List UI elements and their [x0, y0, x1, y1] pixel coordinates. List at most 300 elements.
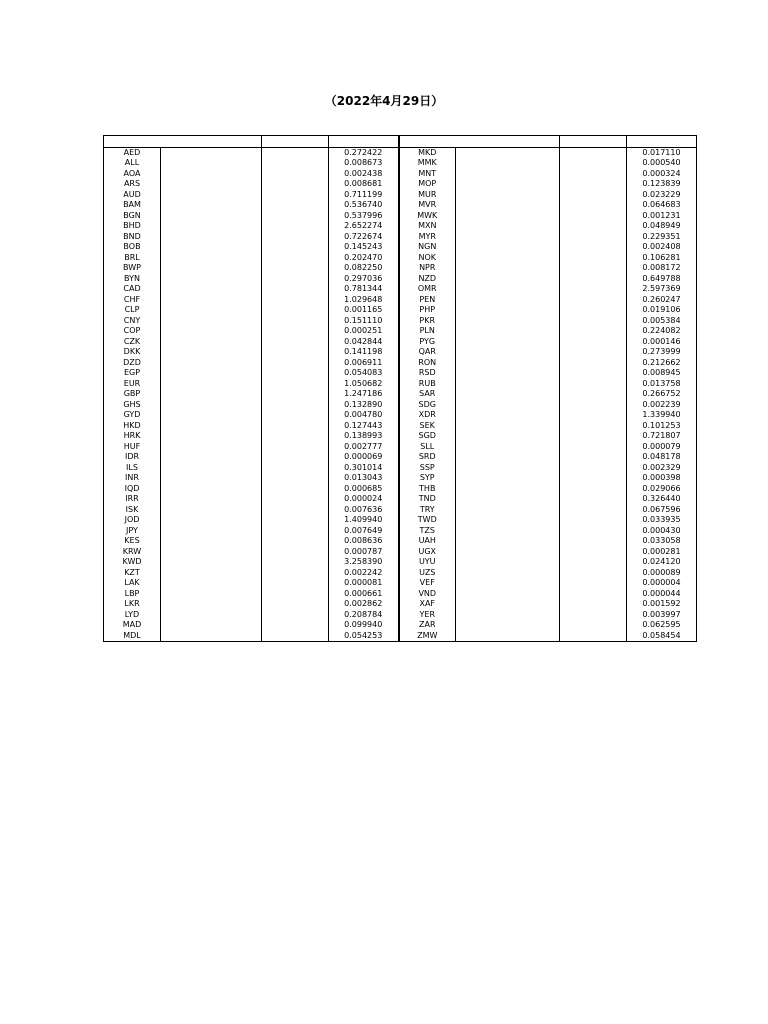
currency-name-cell — [161, 421, 262, 432]
rate-cell: 0.536740 — [329, 200, 399, 211]
unit-cell — [560, 274, 627, 285]
table-row — [104, 526, 697, 537]
currency-name-cell — [161, 211, 262, 222]
table-row — [104, 326, 697, 337]
unit-cell — [560, 389, 627, 400]
unit-cell — [560, 232, 627, 243]
currency-code-cell: SDG — [399, 400, 456, 411]
rate-cell: 0.054083 — [329, 368, 399, 379]
header-unit-right — [560, 136, 627, 148]
unit-cell — [560, 400, 627, 411]
currency-name-cell — [456, 421, 560, 432]
currency-name-cell — [456, 147, 560, 158]
rate-cell: 0.006911 — [329, 358, 399, 369]
currency-code-cell: KRW — [104, 547, 161, 558]
unit-cell — [262, 620, 329, 631]
currency-code-cell: DKK — [104, 347, 161, 358]
header-currency — [104, 136, 262, 148]
rate-cell: 0.781344 — [329, 284, 399, 295]
currency-code-cell: NGN — [399, 242, 456, 253]
currency-code-cell: UYU — [399, 557, 456, 568]
rate-cell: 0.003997 — [627, 610, 697, 621]
currency-code-cell: TND — [399, 494, 456, 505]
currency-name-cell — [456, 284, 560, 295]
unit-cell — [262, 547, 329, 558]
currency-code-cell: ALL — [104, 158, 161, 169]
currency-name-cell — [456, 557, 560, 568]
unit-cell — [560, 253, 627, 264]
unit-cell — [262, 410, 329, 421]
currency-code-cell: TZS — [399, 526, 456, 537]
currency-name-cell — [456, 190, 560, 201]
table-row — [104, 242, 697, 253]
unit-cell — [262, 337, 329, 348]
currency-code-cell: NPR — [399, 263, 456, 274]
currency-code-cell: TWD — [399, 515, 456, 526]
unit-cell — [262, 389, 329, 400]
unit-cell — [262, 179, 329, 190]
currency-name-cell — [456, 452, 560, 463]
unit-cell — [560, 452, 627, 463]
currency-code-cell: GYD — [104, 410, 161, 421]
currency-code-cell: MKD — [399, 147, 456, 158]
currency-code-cell: GHS — [104, 400, 161, 411]
currency-code-cell: EGP — [104, 368, 161, 379]
currency-name-cell — [161, 620, 262, 631]
unit-cell — [560, 547, 627, 558]
unit-cell — [560, 295, 627, 306]
rate-cell: 0.058454 — [627, 631, 697, 642]
currency-name-cell — [161, 253, 262, 264]
currency-code-cell: HKD — [104, 421, 161, 432]
currency-name-cell — [161, 242, 262, 253]
currency-code-cell: IRR — [104, 494, 161, 505]
rate-cell: 1.409940 — [329, 515, 399, 526]
unit-cell — [560, 147, 627, 158]
currency-name-cell — [456, 179, 560, 190]
table-row — [104, 305, 697, 316]
unit-cell — [560, 221, 627, 232]
currency-code-cell: SGD — [399, 431, 456, 442]
currency-name-cell — [456, 347, 560, 358]
rate-cell: 0.000089 — [627, 568, 697, 579]
currency-name-cell — [456, 274, 560, 285]
currency-name-cell — [161, 158, 262, 169]
unit-cell — [262, 400, 329, 411]
unit-cell — [262, 442, 329, 453]
currency-code-cell: CAD — [104, 284, 161, 295]
currency-code-cell: ARS — [104, 179, 161, 190]
currency-code-cell: UAH — [399, 536, 456, 547]
currency-name-cell — [161, 494, 262, 505]
currency-code-cell: ZMW — [399, 631, 456, 642]
currency-code-cell: MWK — [399, 211, 456, 222]
currency-name-cell — [161, 263, 262, 274]
table-row — [104, 473, 697, 484]
rate-cell: 0.000324 — [627, 169, 697, 180]
unit-cell — [560, 494, 627, 505]
currency-code-cell: CZK — [104, 337, 161, 348]
table-row — [104, 347, 697, 358]
currency-code-cell: XAF — [399, 599, 456, 610]
currency-code-cell: SLL — [399, 442, 456, 453]
currency-name-cell — [456, 431, 560, 442]
currency-code-cell: ISK — [104, 505, 161, 516]
currency-code-cell: LBP — [104, 589, 161, 600]
unit-cell — [262, 232, 329, 243]
rate-cell: 1.339940 — [627, 410, 697, 421]
currency-name-cell — [161, 463, 262, 474]
unit-cell — [262, 274, 329, 285]
table-row — [104, 494, 697, 505]
currency-code-cell: JOD — [104, 515, 161, 526]
rate-cell: 3.258390 — [329, 557, 399, 568]
currency-name-cell — [456, 526, 560, 537]
currency-code-cell: BYN — [104, 274, 161, 285]
unit-cell — [262, 473, 329, 484]
currency-code-cell: BND — [104, 232, 161, 243]
rate-cell: 0.326440 — [627, 494, 697, 505]
rate-cell: 0.208784 — [329, 610, 399, 621]
unit-cell — [262, 379, 329, 390]
currency-name-cell — [456, 589, 560, 600]
currency-code-cell: MVR — [399, 200, 456, 211]
table-row — [104, 263, 697, 274]
currency-code-cell: LKR — [104, 599, 161, 610]
currency-name-cell — [161, 484, 262, 495]
table-row — [104, 599, 697, 610]
rate-cell: 0.000251 — [329, 326, 399, 337]
rate-cell: 0.019106 — [627, 305, 697, 316]
rate-cell: 0.721807 — [627, 431, 697, 442]
rate-cell: 0.017110 — [627, 147, 697, 158]
currency-code-cell: RON — [399, 358, 456, 369]
rate-cell: 0.048178 — [627, 452, 697, 463]
table-row — [104, 295, 697, 306]
page-subtitle-date: （2022年4月29日） — [324, 94, 444, 108]
currency-code-cell: PYG — [399, 337, 456, 348]
unit-cell — [560, 631, 627, 642]
currency-code-cell: GBP — [104, 389, 161, 400]
unit-cell — [560, 358, 627, 369]
currency-name-cell — [161, 274, 262, 285]
table-row — [104, 337, 697, 348]
unit-cell — [262, 452, 329, 463]
unit-cell — [262, 421, 329, 432]
rate-cell: 0.224082 — [627, 326, 697, 337]
table-row — [104, 463, 697, 474]
currency-code-cell: INR — [104, 473, 161, 484]
rate-cell: 0.067596 — [627, 505, 697, 516]
currency-name-cell — [456, 515, 560, 526]
table-row — [104, 179, 697, 190]
currency-name-cell — [456, 610, 560, 621]
table-row — [104, 505, 697, 516]
rate-cell: 0.272422 — [329, 147, 399, 158]
rate-cell: 0.711199 — [329, 190, 399, 201]
currency-name-cell — [456, 158, 560, 169]
table-row — [104, 147, 697, 158]
unit-cell — [262, 631, 329, 642]
currency-name-cell — [161, 631, 262, 642]
unit-cell — [560, 610, 627, 621]
currency-name-cell — [161, 169, 262, 180]
unit-cell — [262, 284, 329, 295]
rate-cell: 0.106281 — [627, 253, 697, 264]
currency-name-cell — [456, 232, 560, 243]
currency-code-cell: OMR — [399, 284, 456, 295]
currency-name-cell — [161, 337, 262, 348]
table-row — [104, 316, 697, 327]
rate-cell: 0.062595 — [627, 620, 697, 631]
rate-cell: 0.023229 — [627, 190, 697, 201]
currency-name-cell — [161, 431, 262, 442]
unit-cell — [262, 305, 329, 316]
unit-cell — [560, 200, 627, 211]
table-row — [104, 358, 697, 369]
currency-name-cell — [161, 379, 262, 390]
table-row — [104, 232, 697, 243]
currency-name-cell — [456, 494, 560, 505]
unit-cell — [262, 557, 329, 568]
currency-name-cell — [161, 200, 262, 211]
currency-name-cell — [161, 578, 262, 589]
rate-cell: 1.050682 — [329, 379, 399, 390]
unit-cell — [262, 253, 329, 264]
currency-code-cell: KES — [104, 536, 161, 547]
unit-cell — [560, 284, 627, 295]
currency-name-cell — [456, 410, 560, 421]
table-row — [104, 452, 697, 463]
table-row — [104, 421, 697, 432]
currency-code-cell: SSP — [399, 463, 456, 474]
rate-cell: 0.000398 — [627, 473, 697, 484]
unit-cell — [262, 505, 329, 516]
currency-code-cell: IDR — [104, 452, 161, 463]
rate-cell: 0.007649 — [329, 526, 399, 537]
unit-cell — [560, 463, 627, 474]
unit-cell — [262, 578, 329, 589]
unit-cell — [262, 589, 329, 600]
rate-cell: 0.048949 — [627, 221, 697, 232]
rate-cell: 0.013043 — [329, 473, 399, 484]
unit-cell — [560, 263, 627, 274]
rate-cell: 0.099940 — [329, 620, 399, 631]
currency-name-cell — [456, 200, 560, 211]
rate-cell: 0.002242 — [329, 568, 399, 579]
table-row — [104, 442, 697, 453]
rate-cell: 0.000430 — [627, 526, 697, 537]
rate-cell: 0.008636 — [329, 536, 399, 547]
currency-name-cell — [161, 284, 262, 295]
unit-cell — [560, 568, 627, 579]
currency-code-cell: PKR — [399, 316, 456, 327]
currency-name-cell — [161, 368, 262, 379]
rate-cell: 0.013758 — [627, 379, 697, 390]
unit-cell — [262, 263, 329, 274]
unit-cell — [262, 242, 329, 253]
currency-name-cell — [161, 505, 262, 516]
unit-cell — [560, 620, 627, 631]
currency-code-cell: LYD — [104, 610, 161, 621]
rate-cell: 0.649788 — [627, 274, 697, 285]
currency-name-cell — [161, 547, 262, 558]
unit-cell — [262, 431, 329, 442]
rate-cell: 1.029648 — [329, 295, 399, 306]
currency-name-cell — [161, 221, 262, 232]
unit-cell — [262, 610, 329, 621]
unit-cell — [560, 347, 627, 358]
rate-cell: 0.008673 — [329, 158, 399, 169]
currency-code-cell: PLN — [399, 326, 456, 337]
table-row — [104, 589, 697, 600]
currency-name-cell — [161, 232, 262, 243]
unit-cell — [262, 494, 329, 505]
currency-name-cell — [456, 484, 560, 495]
table-row — [104, 620, 697, 631]
table-row — [104, 169, 697, 180]
rate-cell: 0.002408 — [627, 242, 697, 253]
currency-code-cell: KWD — [104, 557, 161, 568]
currency-code-cell: JPY — [104, 526, 161, 537]
currency-name-cell — [161, 557, 262, 568]
rate-cell: 0.297036 — [329, 274, 399, 285]
unit-cell — [560, 589, 627, 600]
table-row — [104, 536, 697, 547]
header-rate-right — [627, 136, 697, 148]
currency-name-cell — [161, 389, 262, 400]
rate-cell: 2.597369 — [627, 284, 697, 295]
rate-cell: 0.722674 — [329, 232, 399, 243]
currency-code-cell: ZAR — [399, 620, 456, 631]
rate-cell: 0.064683 — [627, 200, 697, 211]
unit-cell — [262, 536, 329, 547]
rate-cell: 0.301014 — [329, 463, 399, 474]
unit-cell — [560, 484, 627, 495]
rate-cell: 0.033935 — [627, 515, 697, 526]
rate-cell: 0.008945 — [627, 368, 697, 379]
unit-cell — [262, 484, 329, 495]
rate-cell: 0.002239 — [627, 400, 697, 411]
currency-name-cell — [456, 242, 560, 253]
currency-code-cell: LAK — [104, 578, 161, 589]
unit-cell — [262, 599, 329, 610]
unit-cell — [560, 473, 627, 484]
currency-name-cell — [161, 610, 262, 621]
currency-name-cell — [161, 599, 262, 610]
currency-name-cell — [161, 410, 262, 421]
currency-code-cell: EUR — [104, 379, 161, 390]
rate-cell: 0.212662 — [627, 358, 697, 369]
unit-cell — [262, 526, 329, 537]
unit-cell — [560, 557, 627, 568]
rate-cell: 0.000044 — [627, 589, 697, 600]
unit-cell — [560, 211, 627, 222]
table-row — [104, 221, 697, 232]
currency-name-cell — [161, 515, 262, 526]
currency-name-cell — [456, 263, 560, 274]
currency-code-cell: SAR — [399, 389, 456, 400]
currency-code-cell: NZD — [399, 274, 456, 285]
unit-cell — [560, 368, 627, 379]
table-row — [104, 158, 697, 169]
currency-code-cell: UZS — [399, 568, 456, 579]
unit-cell — [560, 326, 627, 337]
rate-cell: 0.054253 — [329, 631, 399, 642]
currency-name-cell — [456, 221, 560, 232]
table-row — [104, 547, 697, 558]
currency-name-cell — [161, 295, 262, 306]
rate-cell: 0.029066 — [627, 484, 697, 495]
currency-code-cell: SRD — [399, 452, 456, 463]
currency-name-cell — [161, 473, 262, 484]
unit-cell — [560, 431, 627, 442]
table-row — [104, 253, 697, 264]
unit-cell — [262, 463, 329, 474]
unit-cell — [262, 568, 329, 579]
currency-code-cell: SEK — [399, 421, 456, 432]
unit-cell — [560, 515, 627, 526]
currency-name-cell — [161, 442, 262, 453]
currency-name-cell — [161, 358, 262, 369]
currency-name-cell — [456, 169, 560, 180]
unit-cell — [262, 295, 329, 306]
unit-cell — [262, 169, 329, 180]
currency-name-cell — [161, 179, 262, 190]
currency-name-cell — [456, 253, 560, 264]
rate-cell: 2.652274 — [329, 221, 399, 232]
currency-code-cell: KZT — [104, 568, 161, 579]
currency-name-cell — [456, 568, 560, 579]
currency-name-cell — [456, 620, 560, 631]
currency-name-cell — [456, 295, 560, 306]
currency-name-cell — [161, 190, 262, 201]
currency-name-cell — [456, 599, 560, 610]
unit-cell — [560, 316, 627, 327]
rate-cell: 0.042844 — [329, 337, 399, 348]
unit-cell — [560, 410, 627, 421]
rate-cell: 0.033058 — [627, 536, 697, 547]
rate-cell: 0.082250 — [329, 263, 399, 274]
table-row — [104, 610, 697, 621]
rate-cell: 0.001231 — [627, 211, 697, 222]
table-row — [104, 211, 697, 222]
currency-name-cell — [456, 473, 560, 484]
unit-cell — [262, 326, 329, 337]
currency-code-cell: AED — [104, 147, 161, 158]
rate-cell: 0.273999 — [627, 347, 697, 358]
rate-cell: 0.000787 — [329, 547, 399, 558]
table-row — [104, 557, 697, 568]
table-row — [104, 379, 697, 390]
currency-code-cell: MYR — [399, 232, 456, 243]
rate-cell: 0.000540 — [627, 158, 697, 169]
unit-cell — [560, 379, 627, 390]
table-row — [104, 284, 697, 295]
unit-cell — [560, 505, 627, 516]
currency-name-cell — [161, 347, 262, 358]
unit-cell — [262, 358, 329, 369]
rate-cell: 0.000281 — [627, 547, 697, 558]
rate-cell: 0.000661 — [329, 589, 399, 600]
header-currency-right — [399, 136, 560, 148]
currency-code-cell: MOP — [399, 179, 456, 190]
currency-code-cell: AOA — [104, 169, 161, 180]
currency-code-cell: VND — [399, 589, 456, 600]
unit-cell — [262, 211, 329, 222]
currency-name-cell — [161, 536, 262, 547]
currency-name-cell — [456, 442, 560, 453]
